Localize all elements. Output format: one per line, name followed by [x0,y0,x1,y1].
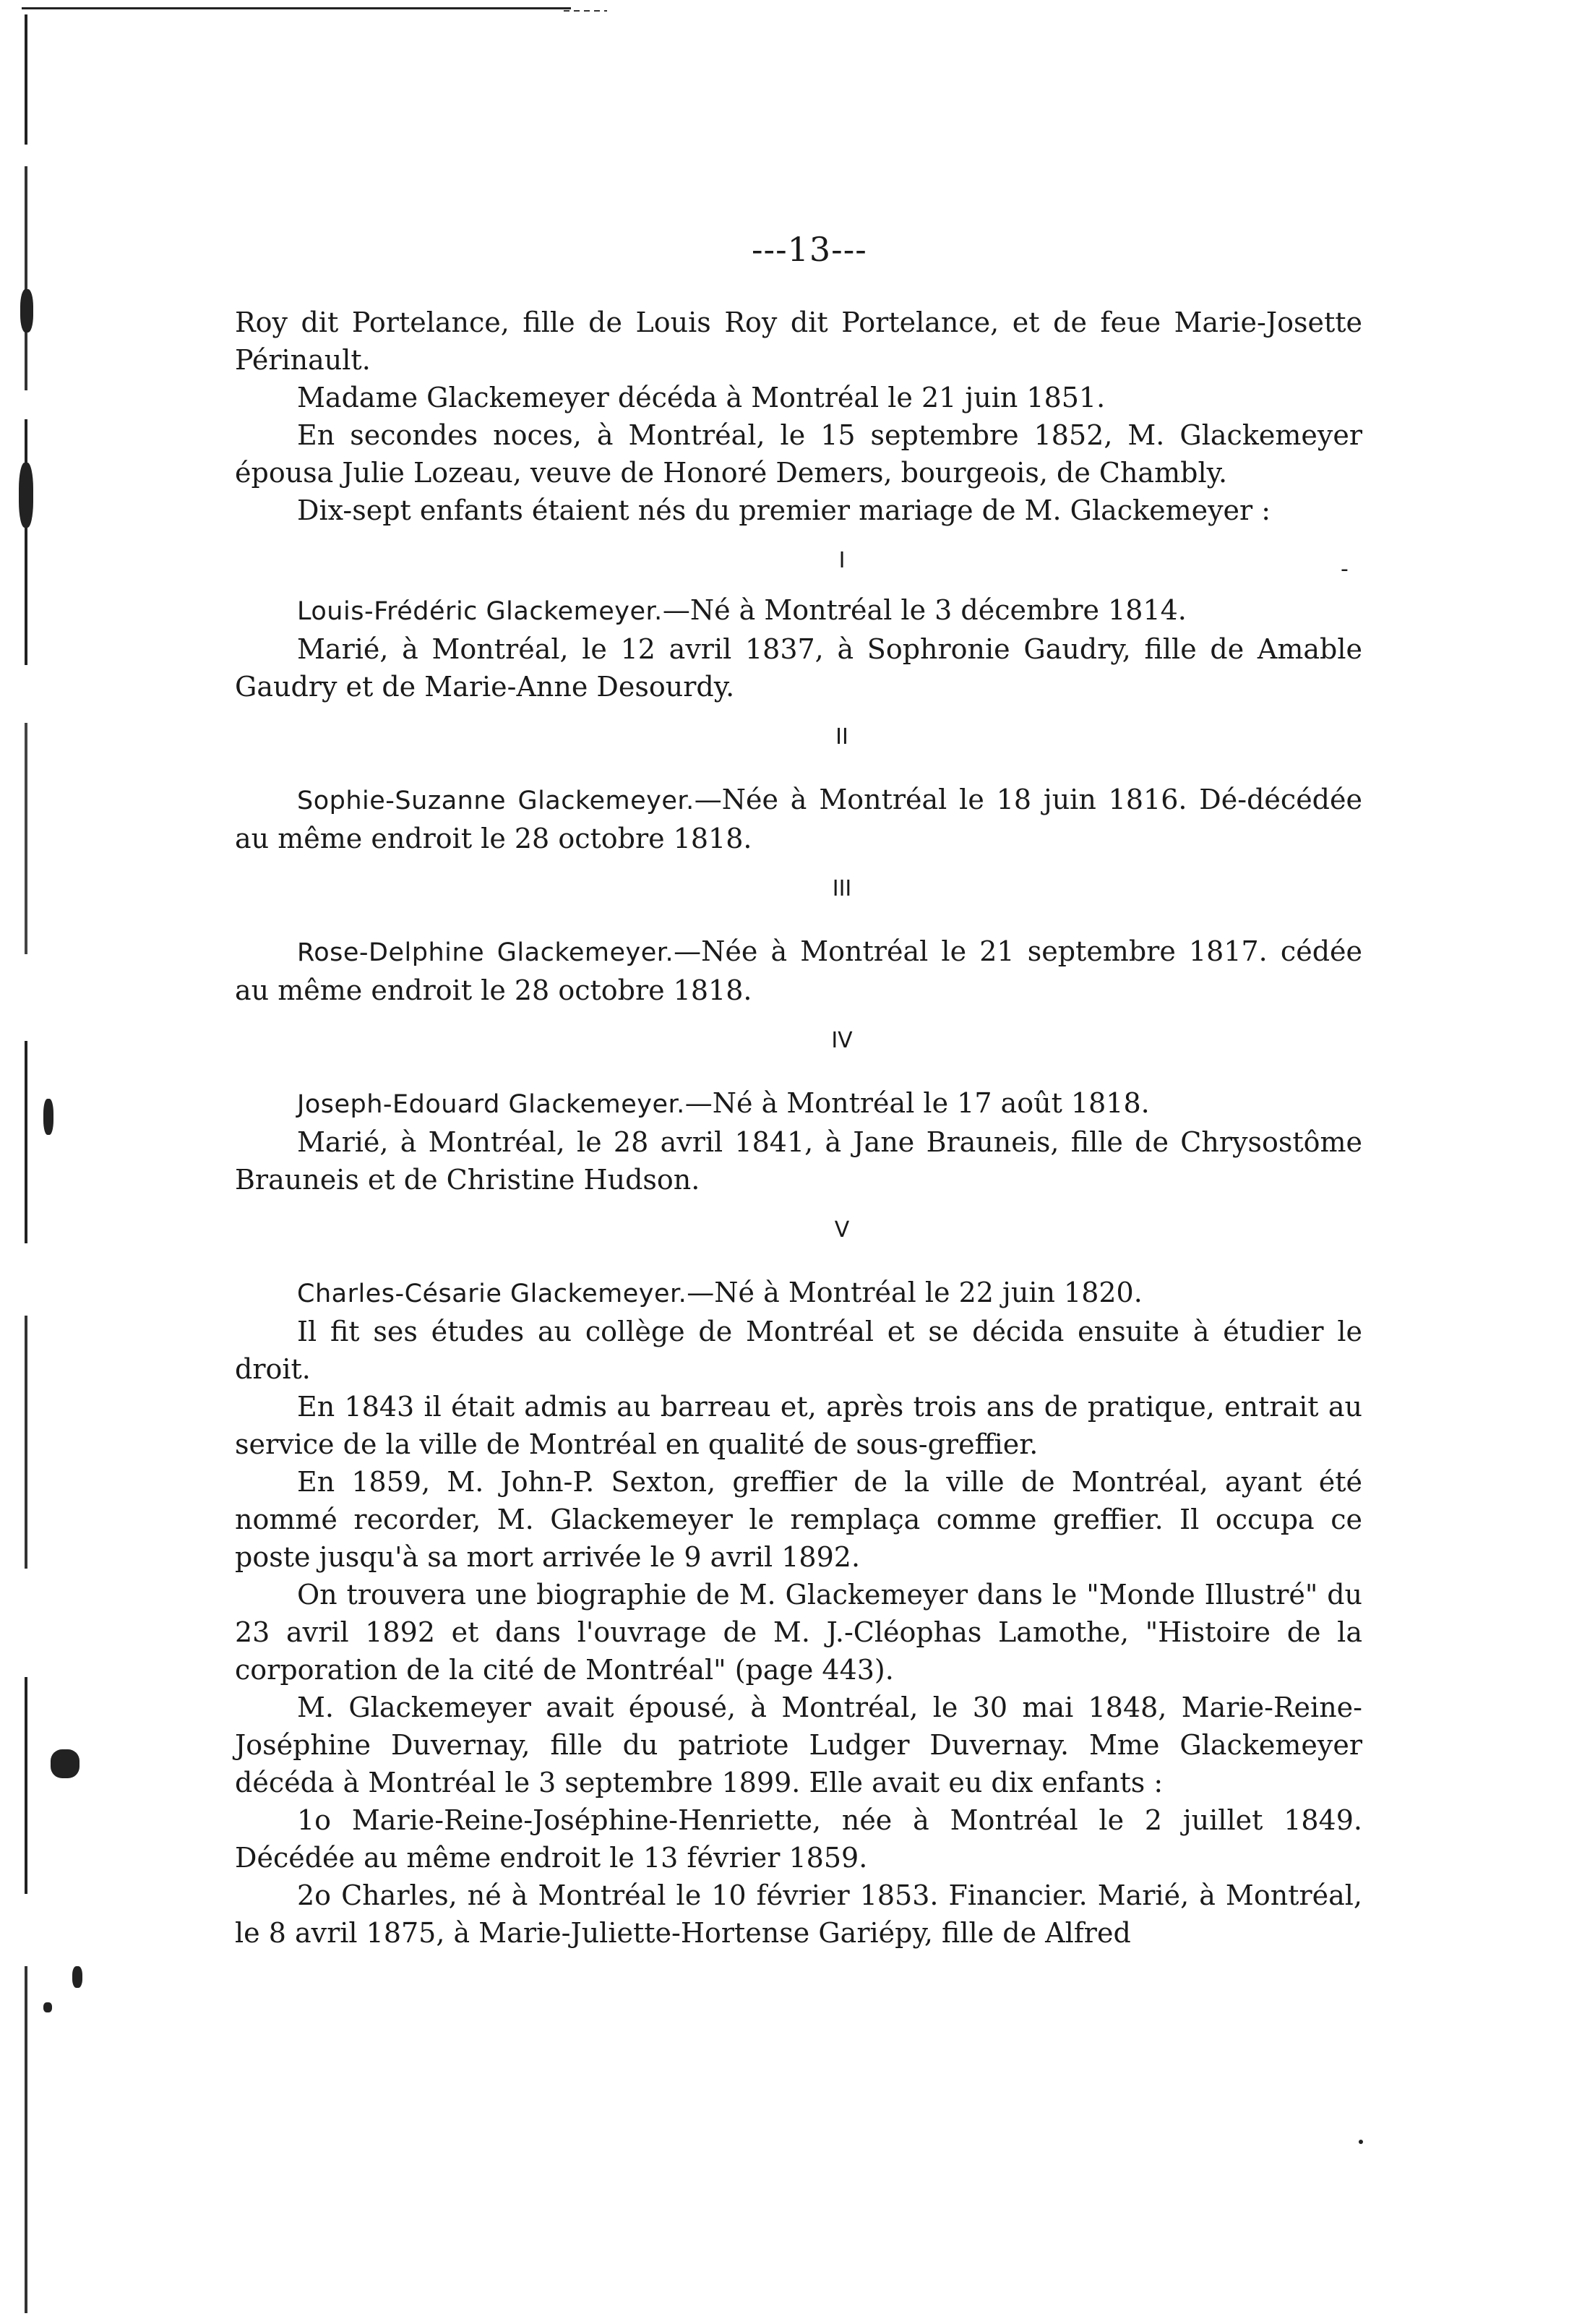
paragraph: En 1859, M. John-P. Sexton, greffier de la ville de Montréal, ayant été nommé recorder, M. Glackemeyer le remplaça comme greffier. Il occupa ce poste jusqu'à sa mort arrivée le 9 avril 1892. [235,1466,1362,1573]
paragraph: Marié, à Montréal, le 12 avril 1837, à Sophronie Gaudry, fille de Amable Gaudry et de Marie-Anne Desourdy. [235,633,1362,703]
page-number: ---13--- [752,230,867,269]
paragraph: Marié, à Montréal, le 28 avril 1841, à Jane Brauneis, fille de Chrysostôme Brauneis et de Christine Hudson. [235,1126,1362,1196]
list-item: 2o Charles, né à Montréal le 10 février 1853. Financier. Marié, à Montréal, le 8 avril 1875, à Marie-Juliette-Hortense Gariépy, fille de Alfred [235,1879,1362,1949]
entry-name: Louis-Frédéric Glackemeyer. [297,597,663,626]
scan-blot [43,2002,52,2012]
paragraph: On trouvera une biographie de M. Glackemeyer dans le "Monde Illustré" du 23 avril 1892 et dans l'ouvrage de M. J.-Cléophas Lamothe, "Histoire de la corporation de la cité de Montréal" (page 443). [235,1579,1362,1686]
section-numeral: I [838,548,846,573]
scan-edge-top-dash [564,10,607,12]
entry-heading [235,781,1362,857]
scan-blot [20,289,33,333]
entry-text: —Né à Montréal le 17 août 1818. [684,1087,1150,1119]
section-numeral: IV [831,1028,853,1053]
entry-text: —Né à Montréal le 3 décembre 1814. [662,594,1187,626]
entry-name: Charles-Césarie Glackemeyer. [297,1279,687,1308]
scan-blot [72,1966,82,1988]
page-body [235,304,1362,1952]
entry-text: —Né à Montréal le 22 juin 1820. [687,1277,1143,1308]
entry-name: Rose-Delphine Glackemeyer. [297,938,674,967]
stray-mark: - [1341,557,1349,582]
list-item: 1o Marie-Reine-Joséphine-Henriette, née à Montréal le 2 juillet 1849. Décédée au même endroit le 13 février 1859. [235,1804,1362,1874]
scan-edge-top [22,7,571,9]
paragraph: Madame Glackemeyer décéda à Montréal le 21 juin 1851. [297,382,1106,413]
section-numeral: III [832,876,852,901]
entry-heading [235,1084,1362,1123]
entry-heading [235,1274,1362,1313]
entry-name: Joseph-Edouard Glackemeyer. [297,1090,685,1119]
section-numeral: II [835,724,848,750]
scan-blot [19,463,33,528]
scan-blot [43,1099,53,1135]
entry-name: Sophie-Suzanne Glackemeyer. [297,786,695,815]
entry-text: —Née à Montréal le 18 juin 1816. Dé-décédée au même endroit le 28 octobre 1818. [235,784,1362,854]
paragraph: M. Glackemeyer avait épousé, à Montréal, le 30 mai 1848, Marie-Reine-Joséphine Duvernay, fille du patriote Ludger Duvernay. Mme Glackemeyer décéda à Montréal le 3 septembre 1899. Elle avait eu dix enfants : [235,1691,1362,1798]
entry-heading [235,932,1362,1009]
section-numeral: V [834,1217,850,1243]
entry-text: —Née à Montréal le 21 septembre 1817. cédée au même endroit le 28 octobre 1818. [235,935,1362,1006]
paragraph: Roy dit Portelance, fille de Louis Roy dit Portelance, et de feue Marie-Josette Périnault. [235,306,1362,376]
scan-edge-left [25,14,27,2313]
paragraph: Dix-sept enfants étaient nés du premier mariage de M. Glackemeyer : [297,494,1271,526]
scan-blot [51,1749,79,1778]
entry-heading [235,591,1362,630]
stray-dot [1359,2140,1363,2144]
paragraph: En 1843 il était admis au barreau et, après trois ans de pratique, entrait au service de la ville de Montréal en qualité de sous-greffier. [235,1391,1362,1460]
paragraph: Il fit ses études au collège de Montréal et se décida ensuite à étudier le droit. [235,1316,1362,1385]
paragraph: En secondes noces, à Montréal, le 15 septembre 1852, M. Glackemeyer épousa Julie Lozeau, veuve de Honoré Demers, bourgeois, de Chambly. [235,419,1362,489]
